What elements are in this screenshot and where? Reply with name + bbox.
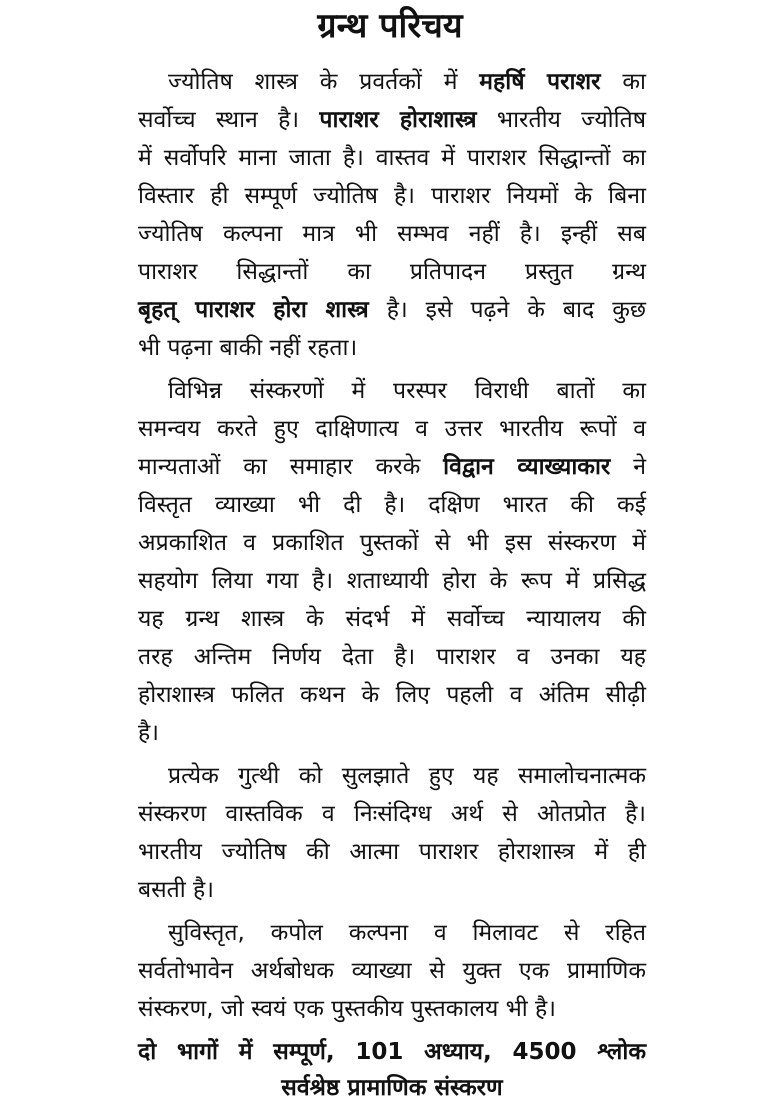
text-line [138,600,646,638]
text-line [138,524,646,562]
text-line [138,714,646,752]
text-segment: सुविस्तृत, कपोल कल्पना व मिलावट से रहित [168,920,646,946]
text-line [138,101,646,139]
page-title: ग्रन्थ परिचय [317,6,463,46]
text-line [138,139,646,177]
text-segment: समन्वय करते हुए दाक्षिणात्य व उत्तर भारतीय रूपों व [138,416,646,442]
text-segment: तरह अन्तिम निर्णय देता है। पाराशर व उनका यह [138,644,646,670]
edition-details: दो भागों में सम्पूर्ण, 101 अध्याय, 4500 श्लोक [138,1039,646,1065]
text-line [138,329,646,367]
text-line [138,871,646,909]
text-segment: सर्वतोभावेन अर्थबोधक व्याख्या से युक्त एक प्रामाणिक [138,958,646,984]
text-segment: सहयोग लिया गया है। शताध्यायी होरा के रूप में प्रसिद्ध [138,568,646,594]
text-segment: में सर्वोपरि माना जाता है। वास्तव में पाराशर सिद्धान्तों का [138,145,646,171]
text-line [138,372,646,410]
text-segment: यह ग्रन्थ शास्त्र के संदर्भ में सर्वोच्च न्यायालय की [138,606,646,632]
text-segment: भारतीय ज्योतिष की आत्मा पाराशर होराशास्त्र में ही [138,839,646,865]
text-line [138,914,646,952]
text-segment: सर्वोच्च स्थान है। [138,107,320,133]
text-line [138,63,646,101]
text-segment: प्रत्येक गुत्थी को सुलझाते हुए यह समालोचनात्मक [168,763,646,789]
text-segment: विस्तृत व्याख्या भी दी है। दक्षिण भारत की कई [138,492,646,518]
text-segment: ज्योतिष शास्त्र के प्रवर्तकों में [168,69,480,95]
text-segment: ज्योतिष कल्पना मात्र भी सम्भव नहीं है। इन्हीं सब [138,221,646,247]
text-line [138,952,646,990]
paragraph [138,372,646,752]
text-segment: विभिन्न संस्करणों में परस्पर विराधी बातों का [168,378,646,404]
text-segment: विस्तार ही सम्पूर्ण ज्योतिष है। पाराशर नियमों के बिना [138,183,646,209]
paragraph [138,757,646,909]
text-line [138,215,646,253]
text-line [138,990,646,1028]
text-line [138,795,646,833]
text-line [138,562,646,600]
edition-summary [138,1034,646,1106]
text-line [138,253,646,291]
text-segment: है। इसे पढ़ने के बाद कुछ [368,297,646,323]
bold-phrase: पाराशर होराशास्त्र [319,107,477,133]
text-line [138,638,646,676]
text-segment: ने [610,454,646,480]
bold-phrase: विद्वान व्याख्याकार [443,454,611,480]
text-line [138,757,646,795]
edition-tagline: सर्वश्रेष्ठ प्रामाणिक संस्करण [281,1075,503,1101]
text-segment: भारतीय ज्योतिष [476,107,647,133]
text-line [138,291,646,329]
text-segment: अप्रकाशित व प्रकाशित पुस्तकों से भी इस संस्करण में [138,530,646,556]
text-segment: बसती है। [138,877,214,903]
text-line [138,410,646,448]
text-segment: पाराशर सिद्धान्तों का प्रतिपादन प्रस्तुत ग्रन्थ [138,259,646,285]
text-segment: संस्करण वास्तविक व निःसंदिग्ध अर्थ से ओतप्रोत है। [138,801,646,827]
text-segment: होराशास्त्र फलित कथन के लिए पहली व अंतिम सीढ़ी [138,682,646,708]
text-segment: मान्यताओं का समाहार करके [138,454,444,480]
text-line [138,448,646,486]
bold-phrase: बृहत् पाराशर होरा शास्त्र [138,297,369,323]
bold-phrase: महर्षि पराशर [479,69,601,95]
text-line [138,177,646,215]
text-line [138,833,646,871]
text-line [138,486,646,524]
text-line [138,676,646,714]
text-segment: का [600,69,646,95]
text-segment: भी पढ़ना बाकी नहीं रहता। [138,335,358,361]
paragraph [138,63,646,367]
text-segment: संस्करण, जो स्वयं एक पुस्तकीय पुस्तकालय भी है। [138,996,556,1022]
intro-body [138,63,646,1033]
text-segment: है। [138,720,159,746]
paragraph [138,914,646,1028]
